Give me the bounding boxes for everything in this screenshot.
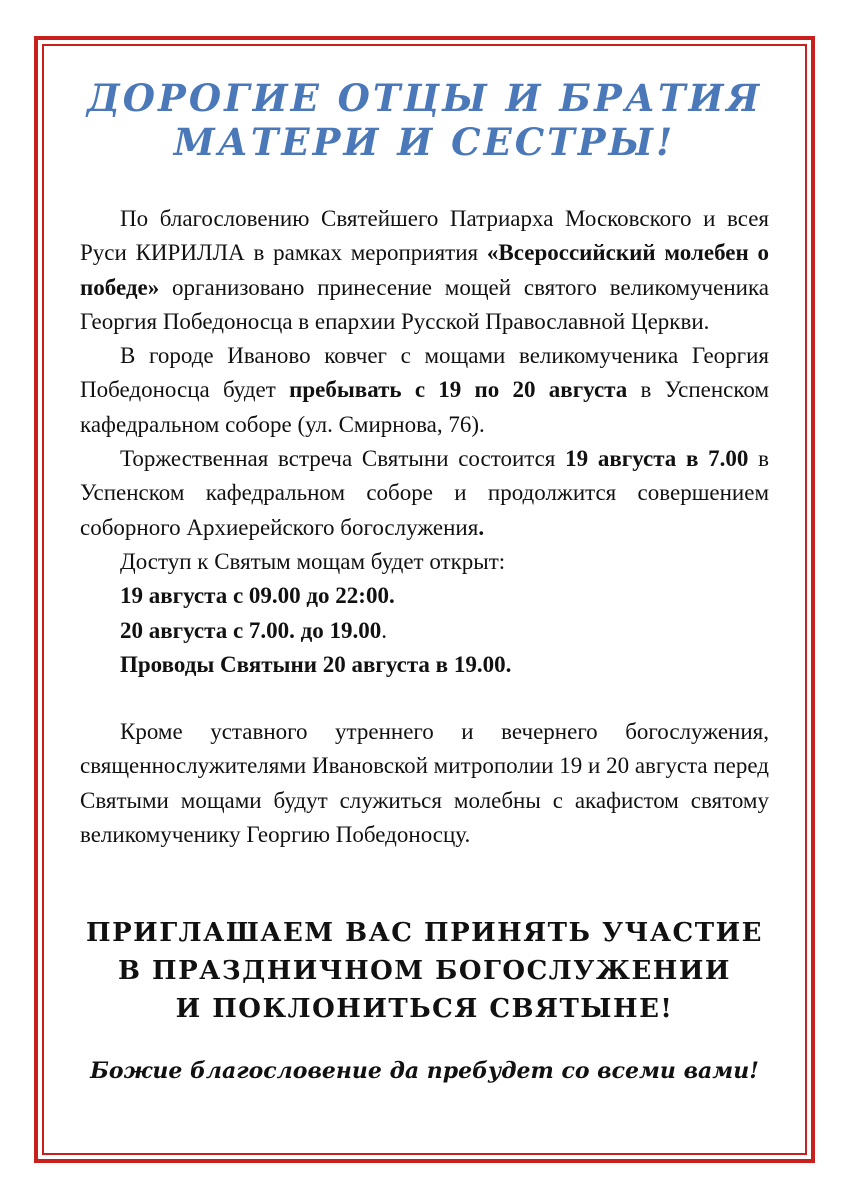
invitation-line-3: И ПОКЛОНИТЬСЯ СВЯТЫНЕ! <box>175 994 674 1024</box>
paragraph-text: в Успенском кафедральном соборе (ул. Смирнова, 76). <box>80 377 770 437</box>
schedule-line-2-text: 20 августа с 7.00. до 19.00 <box>120 617 382 643</box>
paragraph-access: Доступ к Святым мощам будет открыт: <box>120 548 506 574</box>
paragraph-location <box>80 339 769 442</box>
paragraph-text: В городе Иваново ковчег с мощами великомученика Георгия Победоносца будет <box>80 343 769 403</box>
stay-dates: пребывать с 19 по 20 августа <box>289 377 628 403</box>
spacer <box>80 682 769 715</box>
invitation-line-1: ПРИГЛАШАЕМ ВАС ПРИНЯТЬ УЧАСТИЕ <box>86 918 763 948</box>
event-name: «Всероссийский молебен о победе» <box>80 240 770 300</box>
paragraph-meeting <box>80 442 769 545</box>
invitation-heading <box>80 914 769 1028</box>
title-line-1: ДОРОГИЕ ОТЦЫ И БРАТИЯ <box>86 76 763 120</box>
schedule-line-3: Проводы Святыни 20 августа в 19.00. <box>120 651 512 677</box>
paragraph-text: организовано принесение мощей святого великомученика Георгия Победоносца в епархии Русской Православной Церкви. <box>80 274 769 334</box>
page-title <box>80 76 769 164</box>
paragraph-text: Торжественная встреча Святыни состоится <box>120 446 566 472</box>
announcement-body <box>80 202 769 852</box>
paragraph-text: в Успенском кафедральном соборе и продолжится совершением соборного Архиерейского богослужения <box>80 446 769 540</box>
title-line-2: МАТЕРИ И СЕСТРЫ! <box>173 120 676 164</box>
paragraph-blessing-intro <box>80 202 769 339</box>
paragraph-period: . <box>478 514 485 540</box>
invitation-line-2: В ПРАЗДНИЧНОМ БОГОСЛУЖЕНИИ <box>118 956 731 986</box>
meeting-time: 19 августа в 7.00 <box>565 446 749 472</box>
paragraph-services: Кроме уставного утреннего и вечернего богослужения, священнослужителями Ивановской митрополии 19 и 20 августа перед Святыми мощами будут служиться молебны с акафистом святому великомученику Георгию Победоносцу. <box>80 719 769 848</box>
closing-blessing: Божие благословение да пребудет со всеми вами! <box>90 1058 759 1084</box>
paragraph-text: По благословению Святейшего Патриарха Московского и всея Руси КИРИЛЛА в рамках мероприятия <box>80 206 769 266</box>
schedule-line-2-period: . <box>381 617 388 643</box>
schedule-line-2 <box>80 614 769 648</box>
schedule-line-1: 19 августа с 09.00 до 22:00. <box>120 583 395 609</box>
